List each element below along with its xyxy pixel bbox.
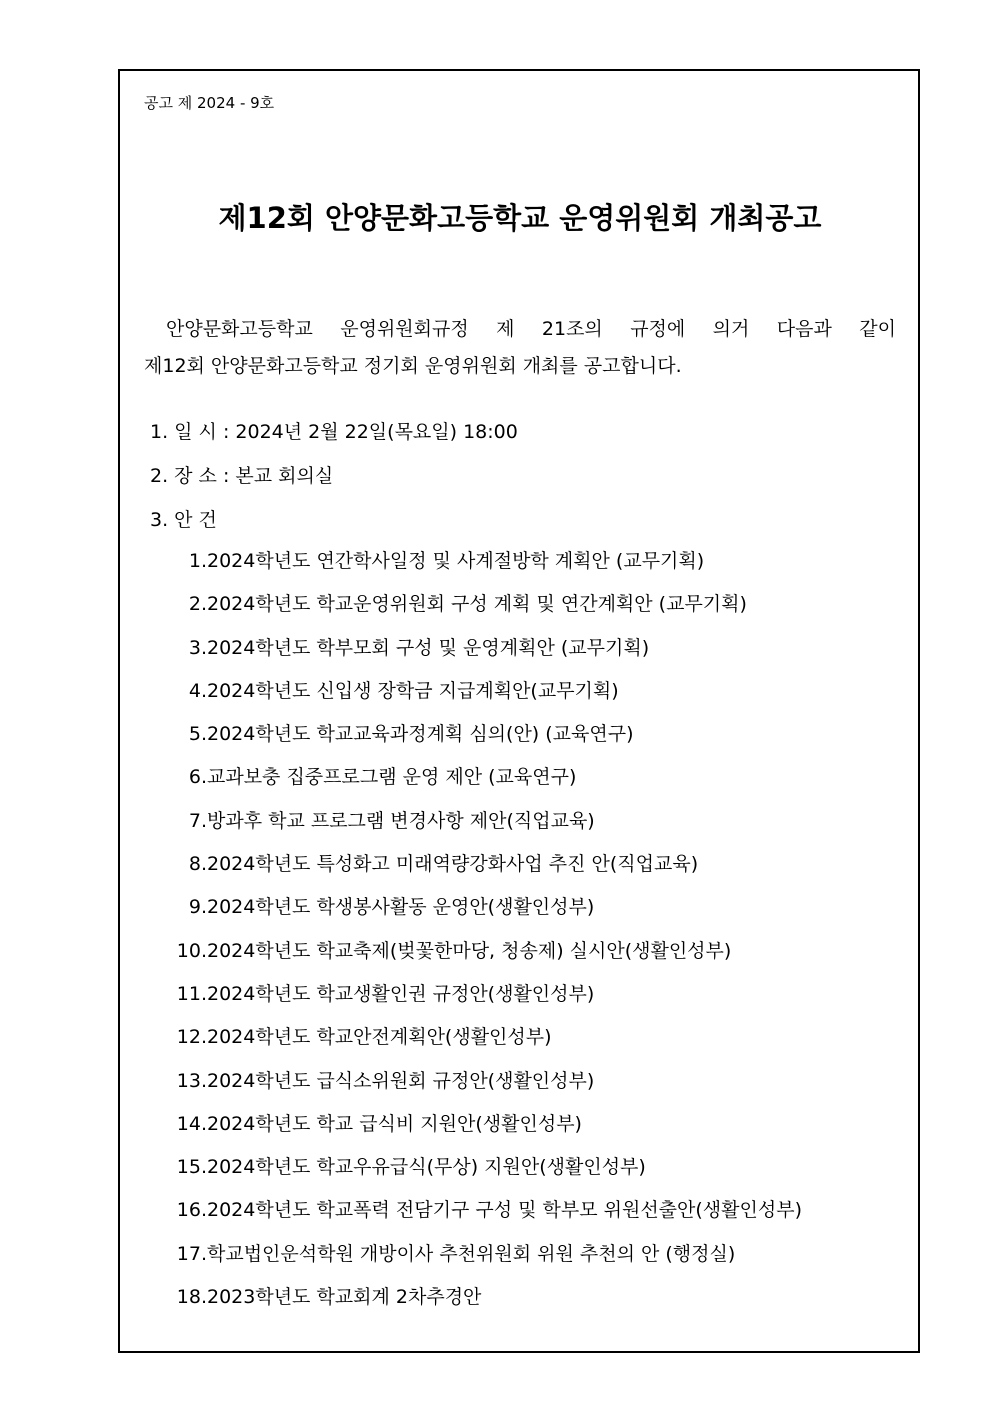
agenda-text: 2024학년도 학교교육과정계획 심의(안) (교육연구) <box>207 723 634 746</box>
document-title: 제12회 안양문화고등학교 운영위원회 개최공고 <box>218 201 822 235</box>
meta-value: 2024년 2월 22일(목요일) 18:00 <box>235 421 518 443</box>
notice-number: 공고 제 2024 - 9호 <box>144 94 275 112</box>
agenda-number: 14. <box>176 1112 207 1135</box>
intro-word: 운영위원회규정 <box>340 318 469 340</box>
meta-label: 3. 안 건 <box>150 509 217 531</box>
agenda-number: 18. <box>176 1286 207 1309</box>
meta-label: 1. 일 시 : <box>150 421 236 443</box>
agenda-number: 6. <box>188 766 207 789</box>
agenda-text: 2024학년도 학교축제(벚꽃한마당, 청송제) 실시안(생활인성부) <box>207 939 732 962</box>
intro-word: 21조의 <box>541 318 603 340</box>
intro-line-2: 제12회 안양문화고등학교 정기회 운영위원회 개최를 공고합니다. <box>144 355 682 377</box>
agenda-item <box>164 721 802 764</box>
agenda-number: 10. <box>176 939 207 962</box>
agenda-text: 2024학년도 학교안전계획안(생활인성부) <box>207 1026 552 1049</box>
agenda-item <box>164 1111 802 1154</box>
agenda-item <box>164 1197 802 1240</box>
agenda-item <box>164 851 802 894</box>
intro-word: 제 <box>496 318 515 340</box>
intro-word: 같이 <box>859 318 896 340</box>
agenda-item <box>164 981 802 1024</box>
agenda-number: 9. <box>188 896 207 919</box>
agenda-text: 학교법인운석학원 개방이사 추천위원회 위원 추천의 안 (행정실) <box>207 1242 736 1265</box>
agenda-text: 2024학년도 학교우유급식(무상) 지원안(생활인성부) <box>207 1156 646 1179</box>
agenda-text: 교과보충 집중프로그램 운영 제안 (교육연구) <box>207 766 577 789</box>
agenda-text: 2024학년도 신입생 장학금 지급계획안(교무기획) <box>207 679 619 702</box>
agenda-number: 3. <box>188 636 207 659</box>
intro-line-1 <box>144 316 896 353</box>
agenda-number: 4. <box>188 679 207 702</box>
meeting-place <box>150 463 518 507</box>
agenda-number: 5. <box>188 723 207 746</box>
meeting-details <box>150 419 518 551</box>
agenda-number: 1. <box>188 550 207 572</box>
meeting-agenda-heading <box>150 507 518 551</box>
agenda-number: 16. <box>176 1199 207 1222</box>
meta-label: 2. 장 소 : <box>150 465 236 487</box>
agenda-item <box>164 1154 802 1197</box>
agenda-item <box>164 591 802 634</box>
agenda-text: 2024학년도 학교운영위원회 구성 계획 및 연간계획안 (교무기획) <box>207 593 747 616</box>
intro-word: 의거 <box>712 318 750 340</box>
agenda-number: 11. <box>176 982 207 1005</box>
meeting-datetime <box>150 419 518 463</box>
agenda-text: 2024학년도 학교생활인권 규정안(생활인성부) <box>207 982 595 1005</box>
agenda-number: 8. <box>188 853 207 876</box>
agenda-text: 2024학년도 학교폭력 전담기구 구성 및 학부모 위원선출안(생활인성부) <box>207 1199 802 1222</box>
agenda-list <box>164 548 802 1327</box>
agenda-text: 2023학년도 학교회계 2차추경안 <box>207 1286 482 1309</box>
agenda-item <box>164 1241 802 1284</box>
agenda-text: 2024학년도 특성화고 미래역량강화사업 추진 안(직업교육) <box>207 853 699 876</box>
intro-word: 규정에 <box>630 318 686 340</box>
agenda-number: 12. <box>176 1026 207 1049</box>
intro-paragraph <box>144 316 896 390</box>
agenda-text: 방과후 학교 프로그램 변경사항 제안(직업교육) <box>207 809 595 832</box>
agenda-item <box>164 678 802 721</box>
agenda-item <box>164 1068 802 1111</box>
agenda-item <box>164 1284 802 1327</box>
agenda-item <box>164 1024 802 1067</box>
intro-word: 다음과 <box>776 318 832 340</box>
agenda-text: 2024학년도 연간학사일정 및 사계절방학 계획안 (교무기획) <box>207 550 705 572</box>
agenda-number: 13. <box>176 1069 207 1092</box>
agenda-text: 2024학년도 급식소위원회 규정안(생활인성부) <box>207 1069 595 1092</box>
agenda-text: 2024학년도 학생봉사활동 운영안(생활인성부) <box>207 896 595 919</box>
agenda-text: 2024학년도 학교 급식비 지원안(생활인성부) <box>207 1112 582 1135</box>
agenda-item <box>164 764 802 807</box>
agenda-number: 15. <box>176 1156 207 1179</box>
agenda-item <box>164 938 802 981</box>
agenda-item <box>164 548 802 591</box>
intro-word: 안양문화고등학교 <box>166 318 313 340</box>
agenda-item <box>164 808 802 851</box>
agenda-text: 2024학년도 학부모회 구성 및 운영계획안 (교무기획) <box>207 636 650 659</box>
meta-value: 본교 회의실 <box>235 465 334 487</box>
agenda-number: 17. <box>176 1242 207 1265</box>
agenda-number: 7. <box>188 809 207 832</box>
agenda-item <box>164 894 802 937</box>
agenda-item <box>164 635 802 678</box>
agenda-number: 2. <box>188 593 207 616</box>
